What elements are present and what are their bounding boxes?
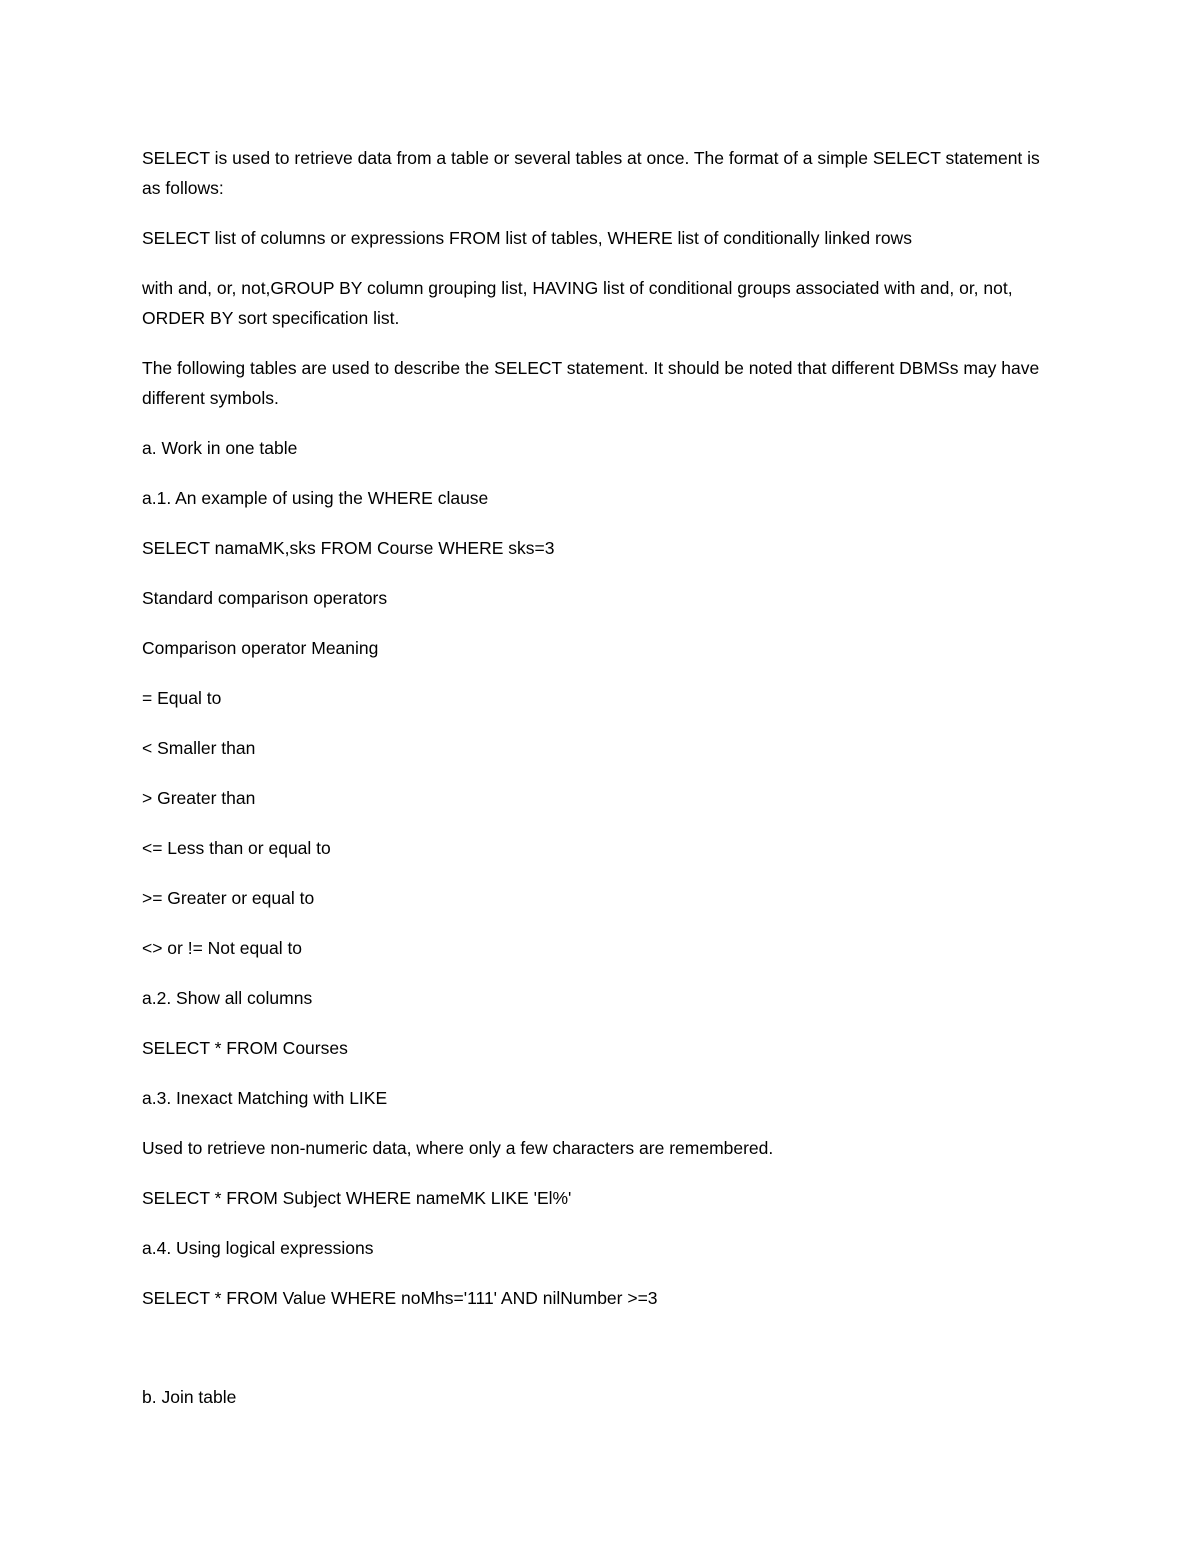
code-select-all: SELECT * FROM Courses — [142, 1038, 348, 1058]
heading-logical-expressions: a.4. Using logical expressions — [142, 1238, 374, 1258]
operator-not-equal: <> or != Not equal to — [142, 938, 303, 958]
operator-greater: > Greater than — [142, 788, 256, 808]
code-where-example: SELECT namaMK,sks FROM Course WHERE sks=3 — [142, 538, 555, 558]
empty-line — [142, 1333, 1062, 1382]
document-body — [142, 143, 1062, 1432]
paragraph-select-syntax-cont: with and, or, not,GROUP BY column grouping list, HAVING list of conditional groups associated with and, or, not, ORDER BY sort specification list. — [142, 278, 1013, 328]
heading-comparison-operators: Standard comparison operators — [142, 588, 388, 608]
heading-join-table: b. Join table — [142, 1387, 237, 1407]
code-like-example: SELECT * FROM Subject WHERE nameMK LIKE 'El%' — [142, 1188, 572, 1208]
paragraph-select-intro: SELECT is used to retrieve data from a table or several tables at once. The format of a simple SELECT statement is as follows: — [142, 148, 1040, 198]
operator-greater-equal: >= Greater or equal to — [142, 888, 315, 908]
paragraph-like-description: Used to retrieve non-numeric data, where only a few characters are remembered. — [142, 1138, 774, 1158]
heading-like-matching: a.3. Inexact Matching with LIKE — [142, 1088, 388, 1108]
operator-table-header: Comparison operator Meaning — [142, 638, 379, 658]
operator-equal: = Equal to — [142, 688, 222, 708]
paragraph-select-syntax: SELECT list of columns or expressions FROM list of tables, WHERE list of conditionally linked rows — [142, 228, 912, 248]
paragraph-tables-note: The following tables are used to describe the SELECT statement. It should be noted that different DBMSs may have different symbols. — [142, 358, 1040, 408]
heading-work-one-table: a. Work in one table — [142, 438, 298, 458]
heading-where-clause: a.1. An example of using the WHERE clause — [142, 488, 489, 508]
heading-show-all-columns: a.2. Show all columns — [142, 988, 313, 1008]
code-logical-example: SELECT * FROM Value WHERE noMhs='111' AND nilNumber >=3 — [142, 1288, 658, 1308]
operator-smaller: < Smaller than — [142, 738, 256, 758]
operator-less-equal: <= Less than or equal to — [142, 838, 331, 858]
